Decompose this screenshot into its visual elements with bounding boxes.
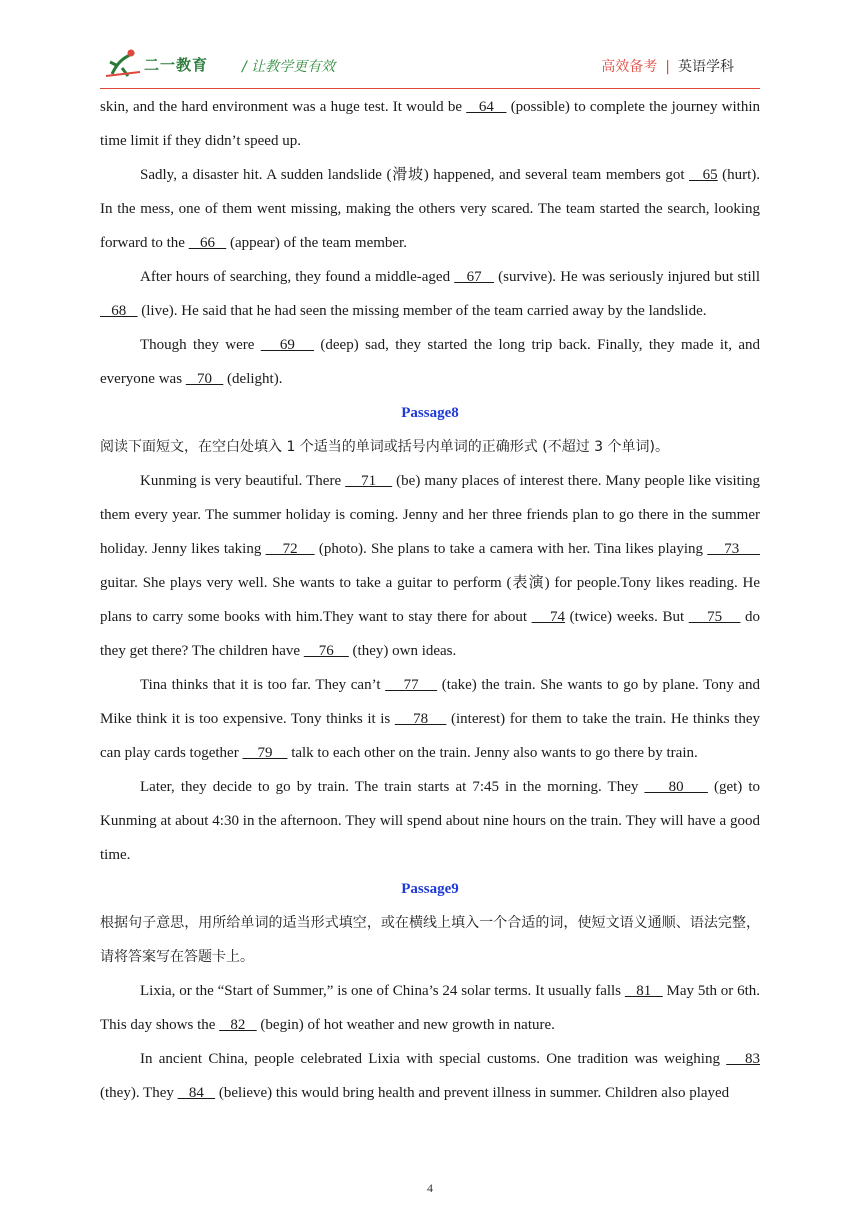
document-body: [100, 90, 760, 1110]
header-label-subject: 英语学科: [678, 59, 734, 75]
paragraph: [100, 328, 760, 396]
instruction: 根据句子意思，用所给单词的适当形式填空，或在横线上填入一个合适的词，使短文语义通顺、语法完整，请将答案写在答题卡上。: [100, 915, 760, 965]
text: (hurt). In the mess, one of them went missing, making the others very scared. The team started the search, looking forward to the: [100, 167, 761, 251]
blank-64: 64: [466, 99, 507, 115]
text: In ancient China, people celebrated Lixia with special customs. One tradition was weighing: [140, 1051, 727, 1067]
text: (begin) of hot weather and new growth in nature.: [256, 1017, 555, 1033]
paragraph: [100, 158, 760, 260]
text: (get) to Kunming at about 4:30 in the afternoon. They will spend about nine hours on the train. They will have a good time.: [100, 779, 761, 863]
text: Tina thinks that it is too far. They can’t: [140, 677, 386, 693]
text: (they) own ideas.: [348, 643, 457, 659]
brand-name: 二一教育: [144, 56, 209, 74]
blank-84: 84: [177, 1085, 216, 1101]
blank-78: 78: [394, 711, 447, 727]
text: (believe) this would bring health and prevent illness in summer. Children also played: [215, 1085, 730, 1101]
header-label-exam: 高效备考: [601, 59, 658, 75]
paragraph: [100, 90, 760, 158]
blank-79: 79: [242, 745, 288, 761]
paragraph: [100, 770, 760, 872]
text: (appear) of the team member.: [226, 235, 407, 251]
header-subject: [601, 56, 734, 76]
blank-68: 68: [100, 303, 138, 319]
text: (possible) to complete the journey within time limit if they didn’t speed up.: [100, 99, 761, 149]
passage-title: Passage9: [401, 881, 459, 897]
text: After hours of searching, they found a middle-aged: [140, 269, 455, 285]
text: May 5th or 6th. This day shows the: [100, 983, 761, 1033]
blank-81: 81: [624, 983, 663, 999]
text: (survive). He was seriously injured but still: [494, 269, 761, 285]
text: (they). They: [100, 1085, 178, 1101]
text: do they get there? The children have: [100, 609, 761, 659]
page-number: 4: [427, 1181, 433, 1195]
text: (twice) weeks. But: [564, 609, 689, 625]
page-header: [100, 44, 760, 89]
text: talk to each other on the train. Jenny also wants to go there by train.: [287, 745, 698, 761]
brand-slogan: / 让教学更有效: [242, 59, 336, 75]
text: (deep) sad, they started the long trip back. Finally, they made it, and everyone was: [100, 337, 761, 387]
text: skin, and the hard environment was a huge test. It would be: [100, 99, 467, 115]
text: (photo). She plans to take a camera with her. Tina likes playing: [314, 541, 708, 557]
blank-82: 82: [219, 1017, 257, 1033]
paragraph: [100, 668, 760, 770]
blank-67: 67: [454, 269, 495, 285]
blank-72: 72: [265, 541, 315, 557]
blank-66: 66: [188, 235, 227, 251]
blank-80: 80: [644, 779, 708, 795]
paragraph: [100, 1042, 760, 1110]
header-separator: |: [665, 59, 670, 75]
blank-75: 75: [688, 609, 741, 625]
text: (delight).: [223, 371, 283, 387]
paragraph: [100, 464, 760, 668]
paragraph: [100, 974, 760, 1042]
text: Kunming is very beautiful. There: [140, 473, 346, 489]
blank-76: 76: [303, 643, 349, 659]
text: Though they were: [140, 337, 261, 353]
passage-title: Passage8: [401, 405, 459, 421]
text: (be) many places of interest there. Many people like visiting them every year. The summer holiday is coming. Jenny and her three friends plan to go there in the summer holiday. Jenny likes taking: [100, 473, 761, 557]
blank-69: 69: [260, 337, 315, 353]
text: Sadly, a disaster hit. A sudden landslide (滑坡) happened, and several team members got: [140, 167, 690, 183]
text: Later, they decide to go by train. The train starts at 7:45 in the morning. They: [140, 779, 645, 795]
text: guitar. She plays very well. She wants to take a guitar to perform (表演) for people.Tony likes reading. He plans to carry some books with him.They want to stay there for about: [100, 575, 760, 625]
text: (take) the train. She wants to go by plane. Tony and Mike think it is too expensive. Tony thinks it is: [100, 677, 761, 727]
text: (interest) for them to take the train. He thinks they can play cards together: [100, 711, 761, 761]
blank-74: 74: [531, 609, 565, 625]
blank-77: 77: [385, 677, 438, 693]
text: Lixia, or the “Start of Summer,” is one of China’s 24 solar terms. It usually falls: [140, 983, 625, 999]
text: (live). He said that he had seen the missing member of the team carried away by the landslide.: [137, 303, 707, 319]
blank-65: 65: [689, 167, 718, 183]
blank-73: 73: [707, 541, 761, 557]
paragraph: [100, 260, 760, 328]
blank-83: 83: [726, 1051, 760, 1067]
blank-71: 71: [345, 473, 393, 489]
blank-70: 70: [185, 371, 224, 387]
instruction: 阅读下面短文，在空白处填入 1 个适当的单词或括号内单词的正确形式 (不超过 3 个单词)。: [100, 439, 669, 455]
